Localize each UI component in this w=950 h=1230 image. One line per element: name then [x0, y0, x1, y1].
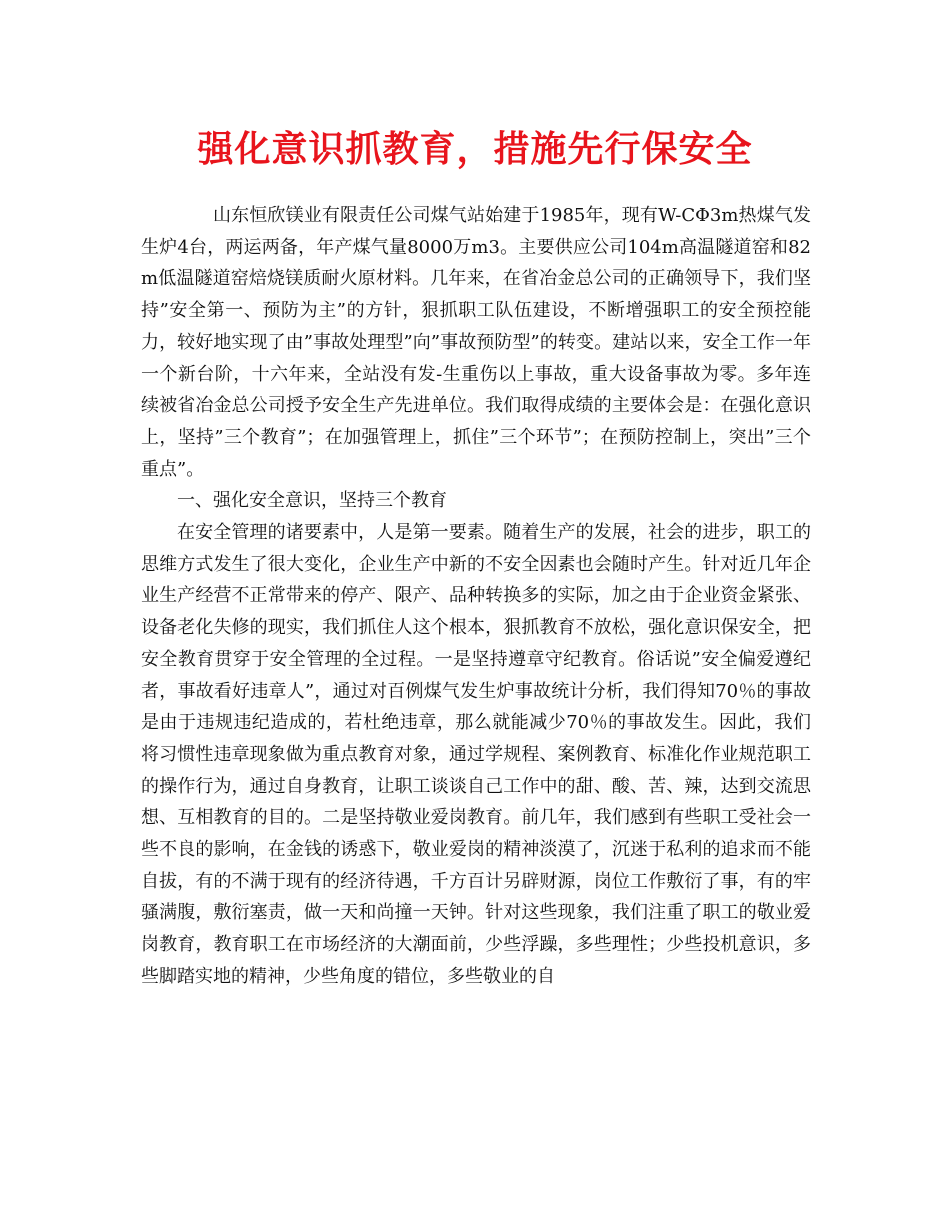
- document-title: 强化意识抓教育，措施先行保安全: [197, 128, 753, 170]
- document-body: [141, 200, 811, 993]
- paragraph-intro: 山东恒欣镁业有限责任公司煤气站始建于1985年，现有W-CΦ3m热煤气发生炉4台，两运两备，年产煤气量8000万m3。主要供应公司104m高温隧道窑和82m低温隧道窑焙烧镁质耐火原材料。几年来，在省冶金总公司的正确领导下，我们坚持”安全第一、预防为主”的方针，狠抓职工队伍建设，不断增强职工的安全预控能力，较好地实现了由”事故处理型”向”事故预防型”的转变。建站以来，安全工作一年一个新台阶，十六年来，全站没有发-生重伤以上事故，重大设备事故为零。多年连续被省冶金总公司授予安全生产先进单位。我们取得成绩的主要体会是：在强化意识上，坚持”三个教育”；在加强管理上，抓住”三个环节”；在预防控制上，突出”三个重点”。: [141, 205, 811, 480]
- section-heading: 一、强化安全意识，坚持三个教育: [177, 490, 447, 512]
- paragraph-body: 在安全管理的诸要素中，人是第一要素。随着生产的发展，社会的进步，职工的思维方式发生了很大变化，企业生产中新的不安全因素也会随时产生。针对近几年企业生产经营不正常带来的停产、限产、品种转换多的实际，加之由于企业资金紧张、设备老化失修的现实，我们抓住人这个根本，狠抓教育不放松，强化意识保安全，把安全教育贯穿于安全管理的全过程。一是坚持遵章守纪教育。俗话说”安全偏爱遵纪者，事故看好违章人”，通过对百例煤气发生炉事故统计分析，我们得知70％的事故是由于违规违纪造成的，若杜绝违章，那么就能减少70％的事故发生。因此，我们将习惯性违章现象做为重点教育对象，通过学规程、案例教育、标准化作业规范职工的操作行为，通过自身教育，让职工谈谈自己工作中的甜、酸、苦、辣，达到交流思想、互相教育的目的。二是坚持敬业爱岗教育。前几年，我们感到有些职工受社会一些不良的影响，在金钱的诱惑下，敬业爱岗的精神淡漠了，沉迷于私利的追求而不能自拔，有的不满于现有的经济待遇，千方百计另辟财源，岗位工作敷衍了事，有的牢骚满腹，敷衍塞责，做一天和尚撞一天钟。针对这些现象，我们注重了职工的敬业爱岗教育，教育职工在市场经济的大潮面前，少些浮躁，多些理性；少些投机意识，多些脚踏实地的精神，少些角度的错位，多些敬业的自: [141, 522, 811, 987]
